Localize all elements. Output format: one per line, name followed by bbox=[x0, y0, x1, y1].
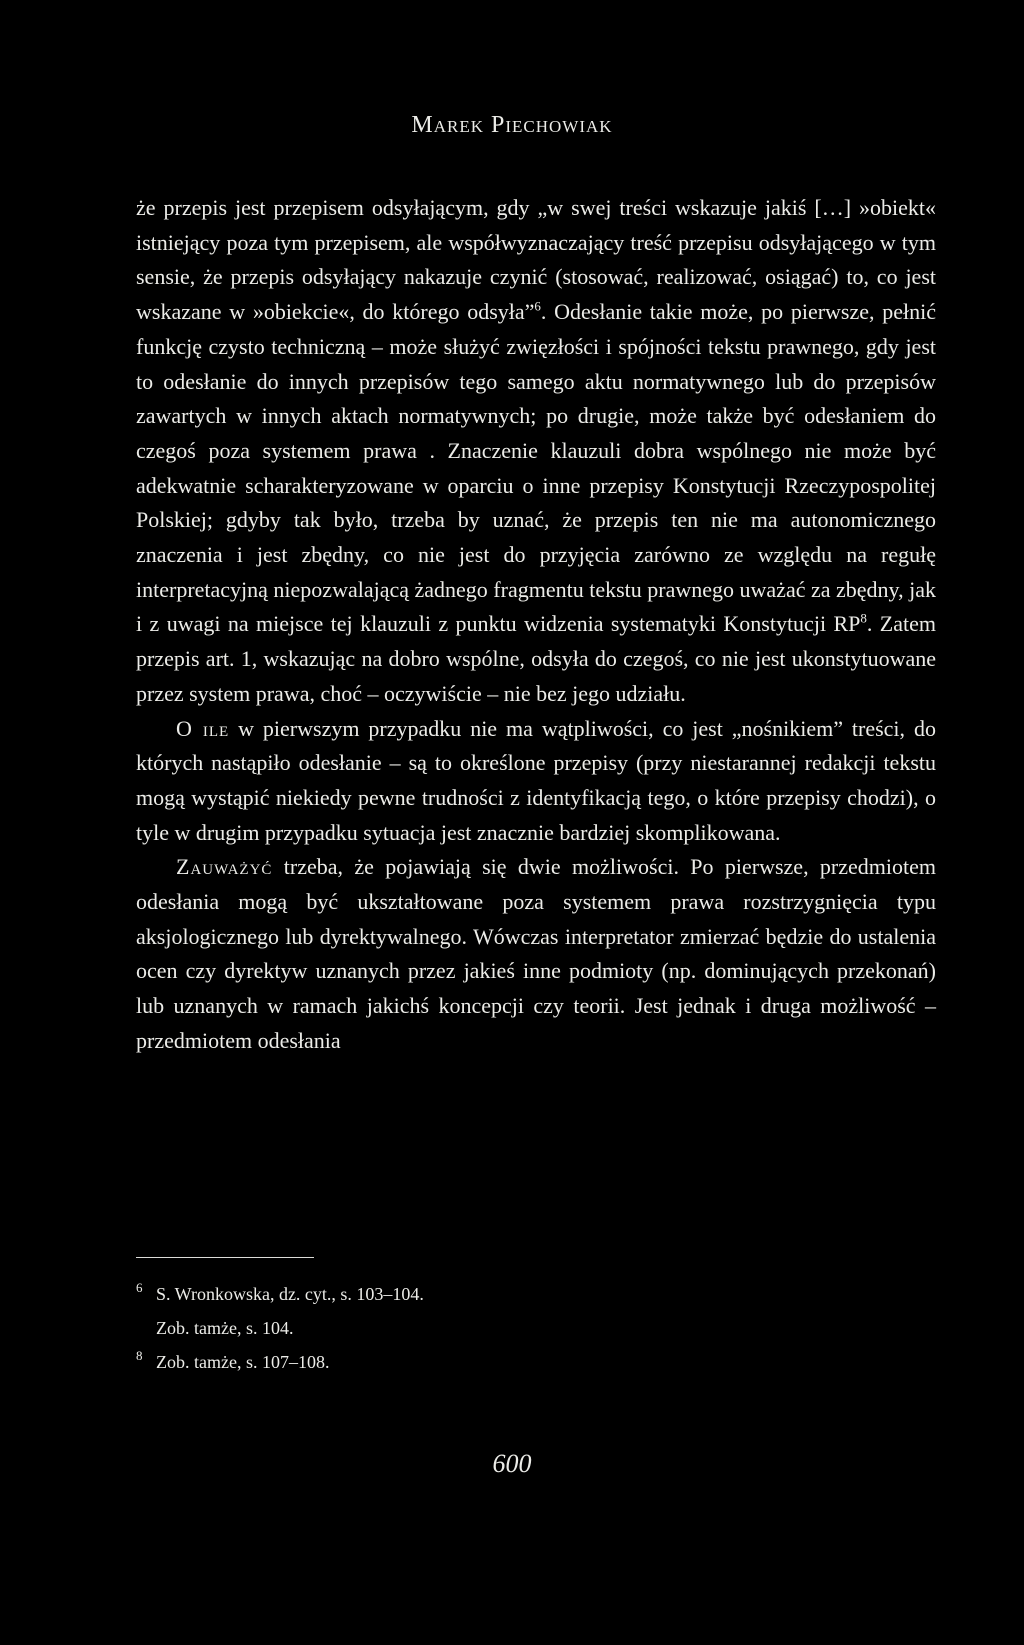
paragraph-1-text-c: . Zatem przepis art. 1, wskazując na dobro wspólne, odsyła do czegoś, co nie jest ukonstytuowane przez system prawa, choć – oczywiście – nie bez jego udziału. bbox=[136, 611, 936, 706]
paragraph-1-text-a: że przepis jest przepisem odsyłającym, gdy „w swej treści wskazuje jakiś […] »obiekt« istniejący poza tym przepisem, ale współwyznaczający treść przepisu odsyłającego w tym sensie, że przepis odsyłający nakazuje czynić (stosować, realizować, osiągać) to, co jest wskazane w »obiekcie«, do którego odsyła” bbox=[136, 195, 936, 325]
footnote-8 bbox=[136, 1345, 836, 1379]
paragraph-2-text: w pierwszym przypadku nie ma wątpliwości, co jest „nośnikiem” treści, do których nastąpiło odesłanie – są to określone przepisy (przy niestarannej redakcji tekstu mogą wystąpić niekiedy pewne trudności z identyfikacją tego, o które przepisy chodzi), o tyle w drugim przypadku sytuacja jest znacznie bardziej skomplikowana. bbox=[136, 715, 936, 845]
page-number: 600 bbox=[492, 1449, 532, 1478]
running-header: Marek Piechowiak bbox=[411, 112, 613, 138]
paragraph-1-text-b: . Odesłanie takie może, po pierwsze, pełnić funkcję czysto techniczną – może służyć zwięzłości i spójności tekstu prawnego, gdy jest to odesłanie do innych przepisów tego samego aktu normatywnego lub do przepisów zawartych w innych aktach normatywnych; po drugie, może także być odesłaniem do czegoś poza systemem prawa . Znaczenie klauzuli dobra wspólnego nie może być adekwatnie scharakteryzowane w oparciu o inne przepisy Konstytucji Rzeczypospolitej Polskiej; gdyby tak było, trzeba by uznać, że przepis ten nie ma autonomicznego znaczenia i jest zbędny, co nie jest do przyjęcia zarówno ze względu na regułę interpretacyjną niepozwalającą żadnego fragmentu tekstu prawnego uważać za zbędny, jak i z uwagi na miejsce tej klauzuli z punktu widzenia systematyki Konstytucji RP bbox=[136, 299, 936, 637]
footnote-6 bbox=[136, 1277, 836, 1311]
footnote-mark: 8 bbox=[136, 1348, 143, 1363]
paragraph-2 bbox=[136, 712, 936, 851]
footnote-ref-6: 6 bbox=[534, 298, 541, 314]
footnotes bbox=[136, 1277, 836, 1379]
footnote-7 bbox=[136, 1311, 836, 1345]
paragraph-3-text: trzeba, że pojawiają się dwie możliwości. Po pierwsze, przedmiotem odesłania mogą być ukształtowane poza systemem prawa rozstrzygnięcia typu aksjologicznego lub dyrektywalnego. Wówczas interpretator zmierzać będzie do ustalenia ocen czy dyrektyw uznanych przez jakieś inne podmioty (np. dominujących przekonań) lub uznanych w ramach jakichś koncepcji czy teorii. Jest jednak i druga możliwość – przedmiotem odesłania bbox=[136, 854, 936, 1053]
paragraph-1 bbox=[136, 191, 936, 712]
paragraph-3 bbox=[136, 850, 936, 1058]
footnote-text: Zob. tamże, s. 104. bbox=[156, 1318, 294, 1338]
footnote-ref-8: 8 bbox=[860, 611, 867, 627]
main-text bbox=[136, 191, 936, 1059]
footnote-separator bbox=[136, 1257, 314, 1258]
paragraph-2-lead: O ile bbox=[176, 715, 230, 741]
footnote-text: Zob. tamże, s. 107–108. bbox=[156, 1352, 330, 1372]
footnote-mark: 6 bbox=[136, 1280, 143, 1295]
paragraph-3-lead: Zauważyć bbox=[176, 854, 273, 880]
footnote-text: S. Wronkowska, dz. cyt., s. 103–104. bbox=[156, 1284, 424, 1304]
